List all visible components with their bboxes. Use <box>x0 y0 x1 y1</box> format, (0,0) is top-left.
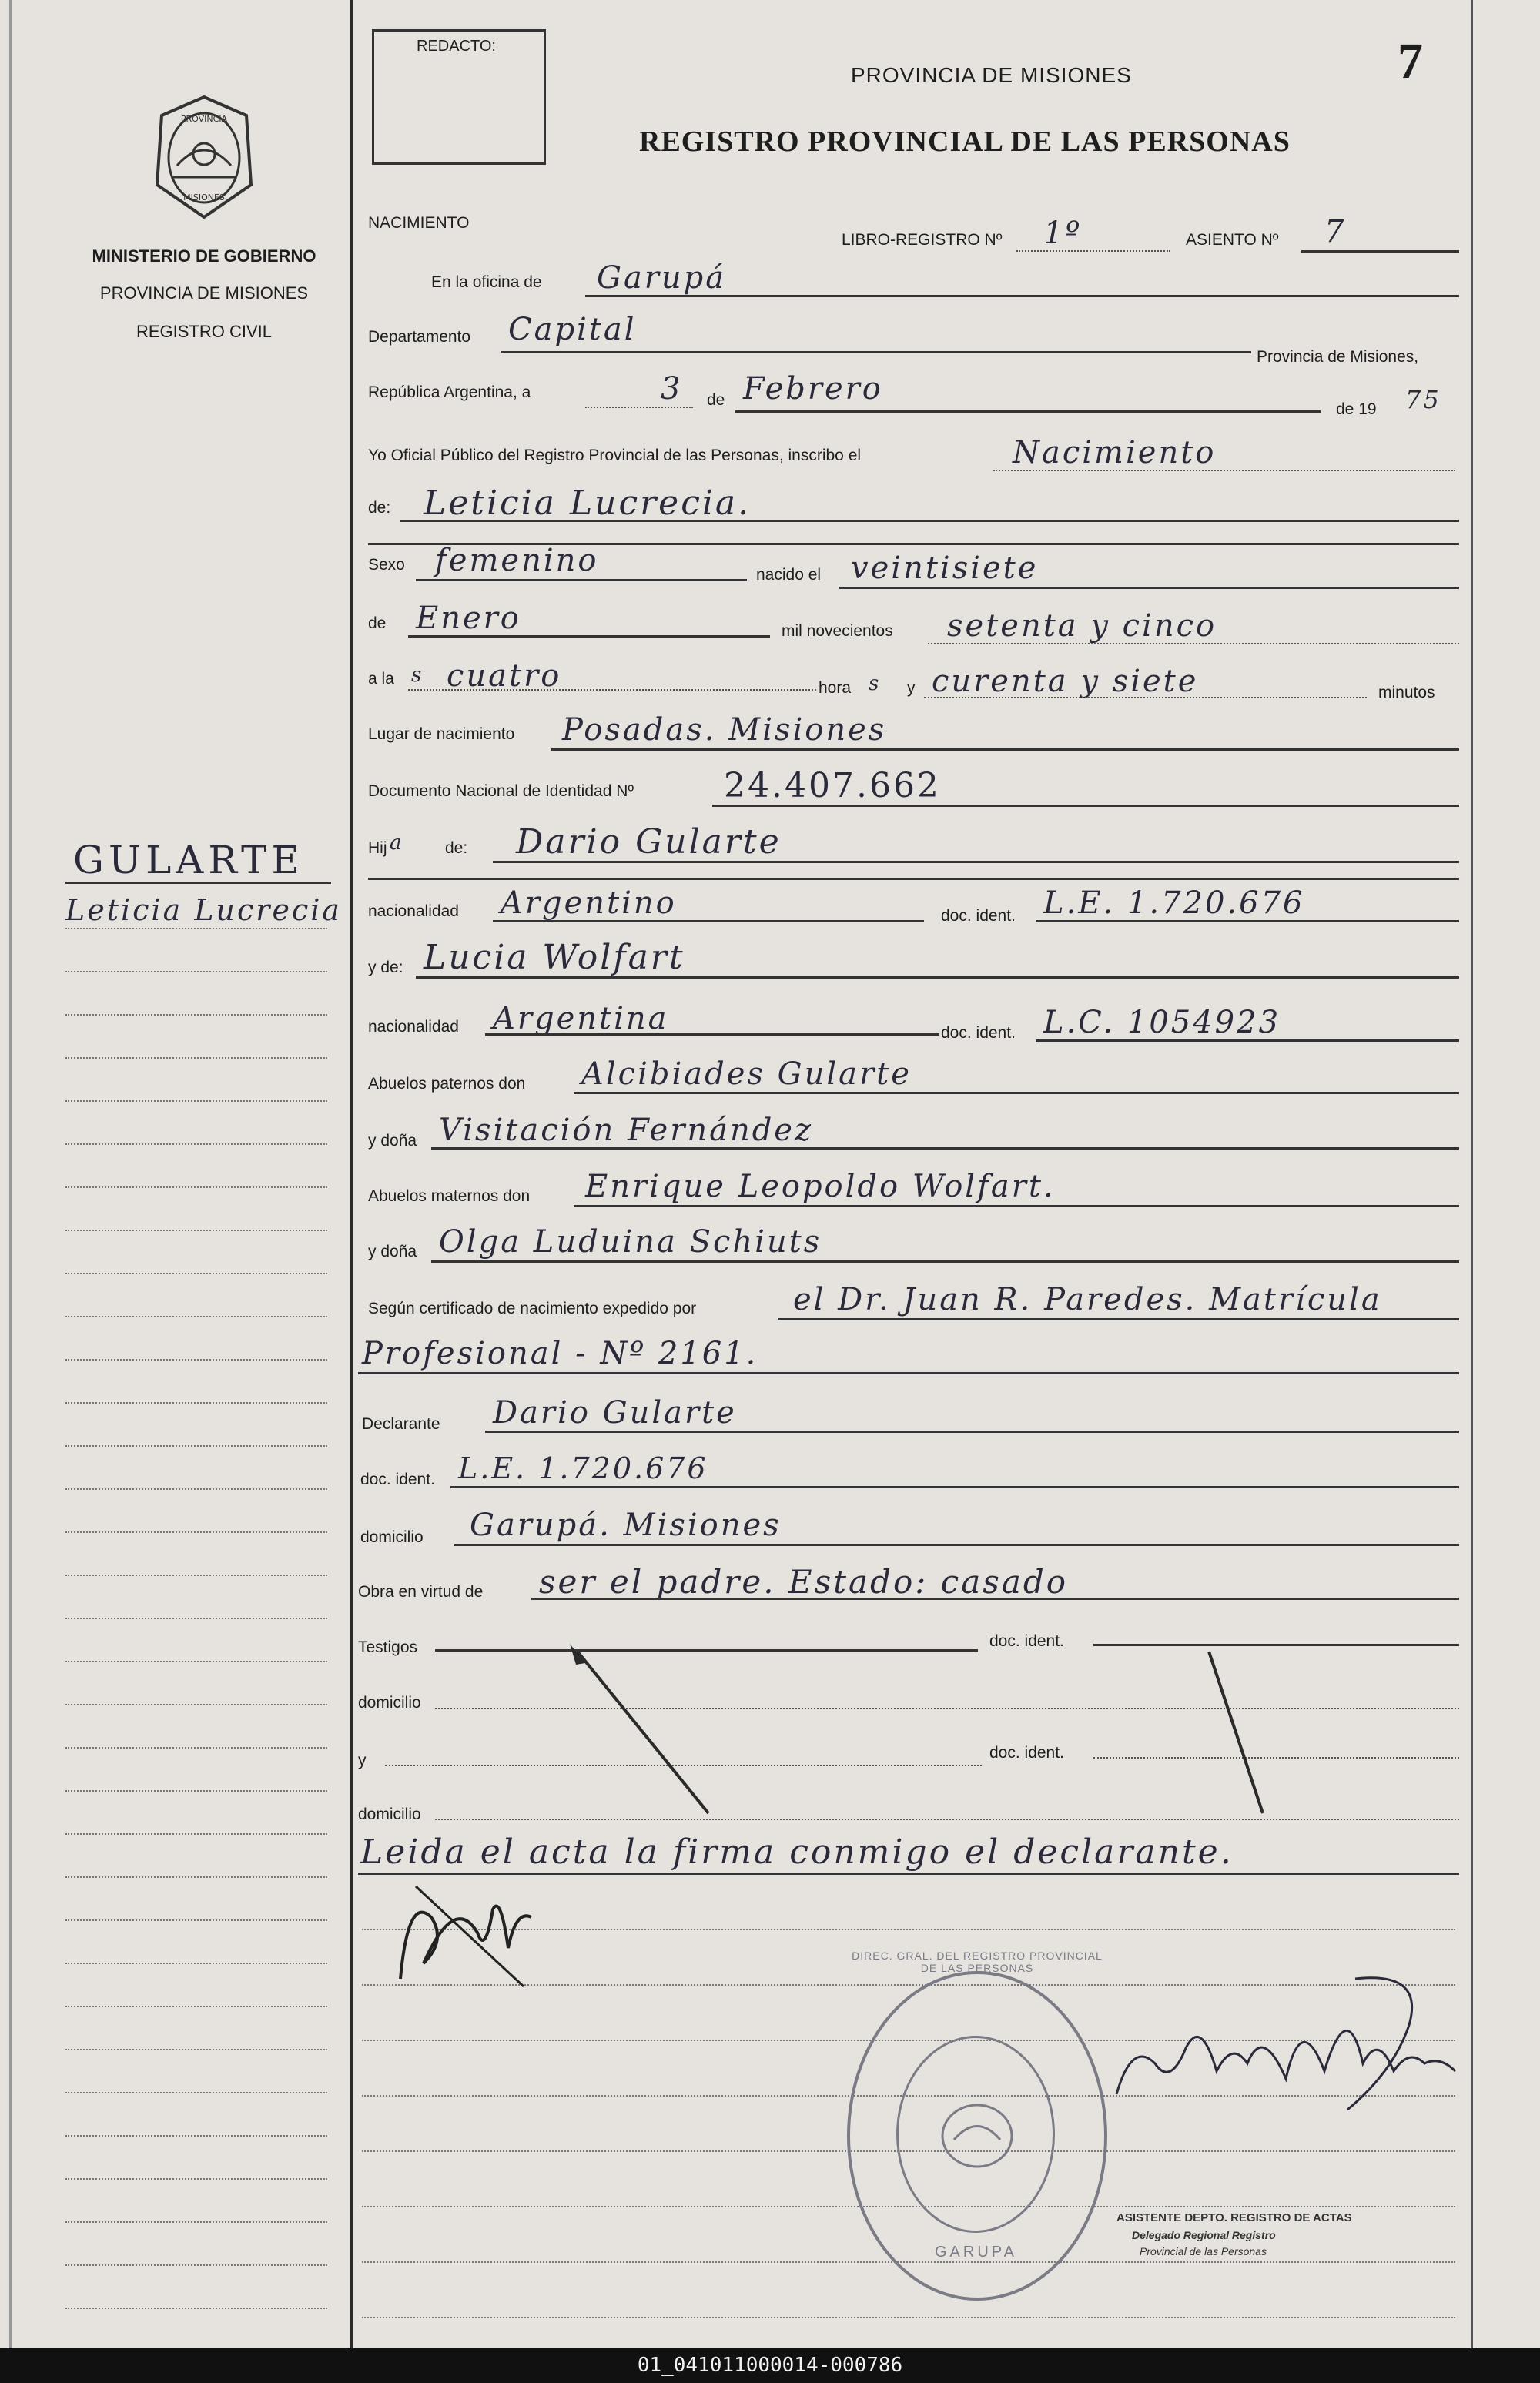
hijo-de-label: de: <box>445 839 468 857</box>
nacido-label: nacido el <box>756 566 822 584</box>
provincial-seal-icon <box>146 92 262 223</box>
margin-ruled-line <box>65 1575 327 1576</box>
margin-ruled-line <box>65 2308 327 2309</box>
asiento-value: 7 <box>1324 214 1347 249</box>
de3-label: de <box>368 614 387 632</box>
libro-label: LIBRO-REGISTRO Nº <box>842 231 1003 249</box>
alas-label: a la <box>368 670 394 688</box>
mes-line <box>735 410 1321 413</box>
margin-ruled-line <box>65 2135 327 2137</box>
de3-line <box>408 635 770 638</box>
obra-label: Obra en virtud de <box>358 1583 484 1601</box>
padre-line-2 <box>368 878 1459 880</box>
ministry-label: MINISTERIO DE GOBIERNO <box>92 246 316 266</box>
asiento-line <box>1301 250 1459 253</box>
margin-ruled-line <box>65 1833 327 1835</box>
provincia-suffix: Provincia de Misiones, <box>1257 348 1419 366</box>
margin-ruled-line <box>65 1316 327 1317</box>
lugar-value: Posadas. Misiones <box>562 712 887 748</box>
signature-line-3: Provincial de las Personas <box>1140 2245 1267 2257</box>
ap-line <box>574 1092 1459 1094</box>
docid1-label: doc. ident. <box>941 907 1016 925</box>
cert-label: Según certificado de nacimiento expedido por <box>368 1300 697 1317</box>
margin-ruled-line <box>65 1876 327 1878</box>
margin-ruled-line <box>65 1057 327 1059</box>
margin-ruled-line <box>65 2221 327 2223</box>
cert-value: el Dr. Juan R. Paredes. Matrícula <box>793 1282 1382 1317</box>
ydona2-line <box>431 1260 1459 1263</box>
hijo-label: Hij <box>368 839 387 857</box>
margin-surname: GULARTE <box>73 838 305 882</box>
docid2-label: doc. ident. <box>941 1024 1016 1042</box>
y2-label: y <box>358 1752 367 1769</box>
testigos-label: Testigos <box>358 1638 418 1656</box>
de3-value: Enero <box>416 601 521 636</box>
margin-ruled-line <box>65 1014 327 1016</box>
obra-value: ser el padre. Estado: casado <box>539 1563 1069 1601</box>
cancellation-strokes <box>539 1640 1309 1825</box>
anio-label: de 19 <box>1336 400 1377 418</box>
hora-label: hora <box>819 679 852 697</box>
margin-ruled-line <box>65 1402 327 1404</box>
nac2-line <box>485 1033 939 1036</box>
mil-line <box>928 643 1459 644</box>
nac1-label: nacionalidad <box>368 902 459 920</box>
margin-ruled-line <box>65 1100 327 1102</box>
docid2-line <box>1036 1039 1459 1042</box>
column-border-right <box>1471 0 1473 2348</box>
page-number: 7 <box>1398 33 1423 89</box>
hora-suffix: s <box>869 672 882 695</box>
minutos-label: minutos <box>1378 684 1435 701</box>
sexo-label: Sexo <box>368 556 405 574</box>
margin-ruled-line <box>65 1790 327 1792</box>
yde-label: y de: <box>368 959 403 976</box>
nacimiento-label: NACIMIENTO <box>368 214 470 232</box>
lugar-label: Lugar de nacimiento <box>368 725 515 743</box>
docid5-label: doc. ident. <box>989 1744 1064 1762</box>
minutos-value: curenta y siete <box>932 664 1199 699</box>
oficial-label: Yo Oficial Público del Registro Provincial de las Personas, inscribo el <box>368 447 862 464</box>
stamp-center-text: GARUPA <box>935 2244 1017 2261</box>
sexo-line <box>416 579 747 581</box>
ydona2-label: y doña <box>368 1243 417 1260</box>
nac1-value: Argentino <box>500 885 677 921</box>
madre-line <box>416 976 1459 979</box>
mil-label: mil novecientos <box>782 622 893 640</box>
de2-value: Leticia Lucrecia. <box>424 484 752 523</box>
libro-line <box>1016 250 1170 252</box>
declarante-line <box>485 1431 1459 1433</box>
declarante-value: Dario Gularte <box>493 1395 737 1431</box>
margin-ruled-line <box>65 1531 327 1533</box>
padre-value: Dario Gularte <box>516 822 782 862</box>
de2-line <box>400 520 1459 522</box>
margin-ruled-line <box>65 928 327 929</box>
domicilio-line <box>454 1544 1459 1546</box>
docid4-label: doc. ident. <box>989 1632 1064 1650</box>
header-province: PROVINCIA DE MISIONES <box>851 63 1132 87</box>
margin-ruled-line <box>65 2264 327 2266</box>
declarant-signature <box>385 1863 554 2002</box>
margin-ruled-line <box>65 1230 327 1231</box>
official-stamp <box>847 1950 1107 2301</box>
nacido-value: veintisiete <box>851 551 1039 586</box>
margin-ruled-line <box>65 1273 327 1274</box>
docid1-value: L.E. 1.720.676 <box>1043 885 1305 921</box>
libro-value: 1º <box>1043 216 1083 251</box>
ap-label: Abuelos paternos don <box>368 1075 526 1093</box>
dni-label: Documento Nacional de Identidad Nº <box>368 782 634 800</box>
margin-ruled-line <box>65 1704 327 1705</box>
redacto-box <box>372 29 546 165</box>
alas-line <box>408 689 816 691</box>
docid2-value: L.C. 1054923 <box>1043 1005 1281 1040</box>
margin-ruled-line <box>65 2092 327 2093</box>
oficial-line <box>993 470 1455 471</box>
margin-ruled-line <box>65 1919 327 1921</box>
seal-top-text: PROVINCIA <box>180 114 228 124</box>
docid3-line <box>450 1486 1459 1488</box>
image-id-footer: 01_041011000014-000786 <box>0 2348 1540 2383</box>
lugar-line <box>551 748 1459 751</box>
am-value: Enrique Leopoldo Wolfart. <box>585 1169 1056 1204</box>
nac2-value: Argentina <box>493 1001 669 1036</box>
dni-line <box>712 805 1459 807</box>
margin-ruled-line <box>65 1661 327 1662</box>
departamento-line <box>500 351 1251 353</box>
margin-surname-line <box>65 882 331 884</box>
margin-province-label: PROVINCIA DE MISIONES <box>99 283 309 303</box>
cert-value-2: Profesional - Nº 2161. <box>362 1336 758 1371</box>
margin-ruled-line <box>65 1143 327 1145</box>
y-label: y <box>907 679 916 697</box>
cert-line-2 <box>358 1372 1459 1374</box>
madre-value: Lucia Wolfart <box>424 938 685 977</box>
margin-ruled-line <box>65 1618 327 1619</box>
margin-ruled-line <box>65 2049 327 2050</box>
docid1-line <box>1036 920 1459 922</box>
departamento-label: Departamento <box>368 328 471 346</box>
republica-label: República Argentina, a <box>368 383 531 401</box>
oficina-line <box>585 295 1459 297</box>
domicilio-value: Garupá. Misiones <box>470 1508 782 1543</box>
am-label: Abuelos maternos don <box>368 1187 531 1205</box>
right-ruled-line <box>362 2317 1455 2318</box>
dni-value: 24.407.662 <box>724 766 941 805</box>
redacto-label: REDACTO: <box>417 38 496 55</box>
page-edge-left <box>9 0 12 2348</box>
margin-ruled-line <box>65 2178 327 2180</box>
ydona1-line <box>431 1147 1459 1150</box>
seal-bottom-text: MISIONES <box>183 192 225 202</box>
mes-value: Febrero <box>743 371 883 407</box>
de2-label: de: <box>368 499 391 517</box>
stamp-emblem-icon <box>935 2097 1019 2174</box>
margin-ruled-line <box>65 1488 327 1490</box>
cert-line <box>778 1318 1459 1320</box>
dia-line <box>585 407 693 408</box>
alas-prefix: s <box>411 664 424 687</box>
margin-ruled-line <box>65 1186 327 1188</box>
margin-ruled-line <box>65 971 327 972</box>
registry-label: REGISTRO CIVIL <box>136 322 273 341</box>
nacido-line <box>839 587 1459 589</box>
ydona2-value: Olga Luduina Schiuts <box>439 1224 822 1260</box>
minutos-line <box>924 697 1367 698</box>
domicilio-label: domicilio <box>360 1528 424 1546</box>
anio-value: 75 <box>1405 385 1441 414</box>
de-label: de <box>707 391 725 409</box>
domicilio3-label: domicilio <box>358 1806 421 1823</box>
margin-ruled-line <box>65 2006 327 2007</box>
closing-text: Leida el acta la firma conmigo el declarante. <box>360 1832 1234 1872</box>
margin-ruled-line <box>65 1747 327 1749</box>
stamp-ring-text: DIREC. GRAL. DEL REGISTRO PROVINCIAL DE LAS PERSONAS <box>852 1950 1103 1974</box>
margin-ruled-line <box>65 1445 327 1447</box>
nac2-label: nacionalidad <box>368 1018 459 1036</box>
ap-value: Alcibiades Gularte <box>581 1056 912 1092</box>
column-border-left <box>350 0 353 2348</box>
docid3-value: L.E. 1.720.676 <box>458 1451 708 1485</box>
header-title: REGISTRO PROVINCIAL DE LAS PERSONAS <box>639 126 1291 158</box>
alas-value: cuatro <box>447 658 562 694</box>
departamento-value: Capital <box>508 312 637 347</box>
mil-value: setenta y cinco <box>947 608 1217 644</box>
oficina-label: En la oficina de <box>431 273 542 291</box>
domicilio2-label: domicilio <box>358 1694 421 1712</box>
hijo-suffix: a <box>390 832 404 855</box>
margin-ruled-line <box>65 1963 327 1964</box>
margin-ruled-line <box>65 1359 327 1361</box>
sexo-value: femenino <box>435 543 599 578</box>
padre-line <box>493 861 1459 863</box>
obra-line <box>531 1598 1459 1600</box>
official-signature <box>1101 1963 1471 2133</box>
margin-given-names: Leticia Lucrecia <box>65 893 343 927</box>
asiento-label: ASIENTO Nº <box>1186 231 1279 249</box>
nac1-line <box>493 920 924 922</box>
signature-line-2: Delegado Regional Registro <box>1132 2229 1276 2241</box>
am-line <box>574 1205 1459 1207</box>
dia-value: 3 <box>661 371 683 407</box>
docid3-label: doc. ident. <box>360 1471 435 1488</box>
signature-line-1: ASISTENTE DEPTO. REGISTRO DE ACTAS <box>1116 2211 1352 2224</box>
ydona1-value: Visitación Fernández <box>439 1113 814 1148</box>
oficial-value: Nacimiento <box>1013 435 1217 470</box>
declarante-label: Declarante <box>362 1415 440 1433</box>
ydona1-label: y doña <box>368 1132 417 1150</box>
oficina-value: Garupá <box>597 260 727 296</box>
